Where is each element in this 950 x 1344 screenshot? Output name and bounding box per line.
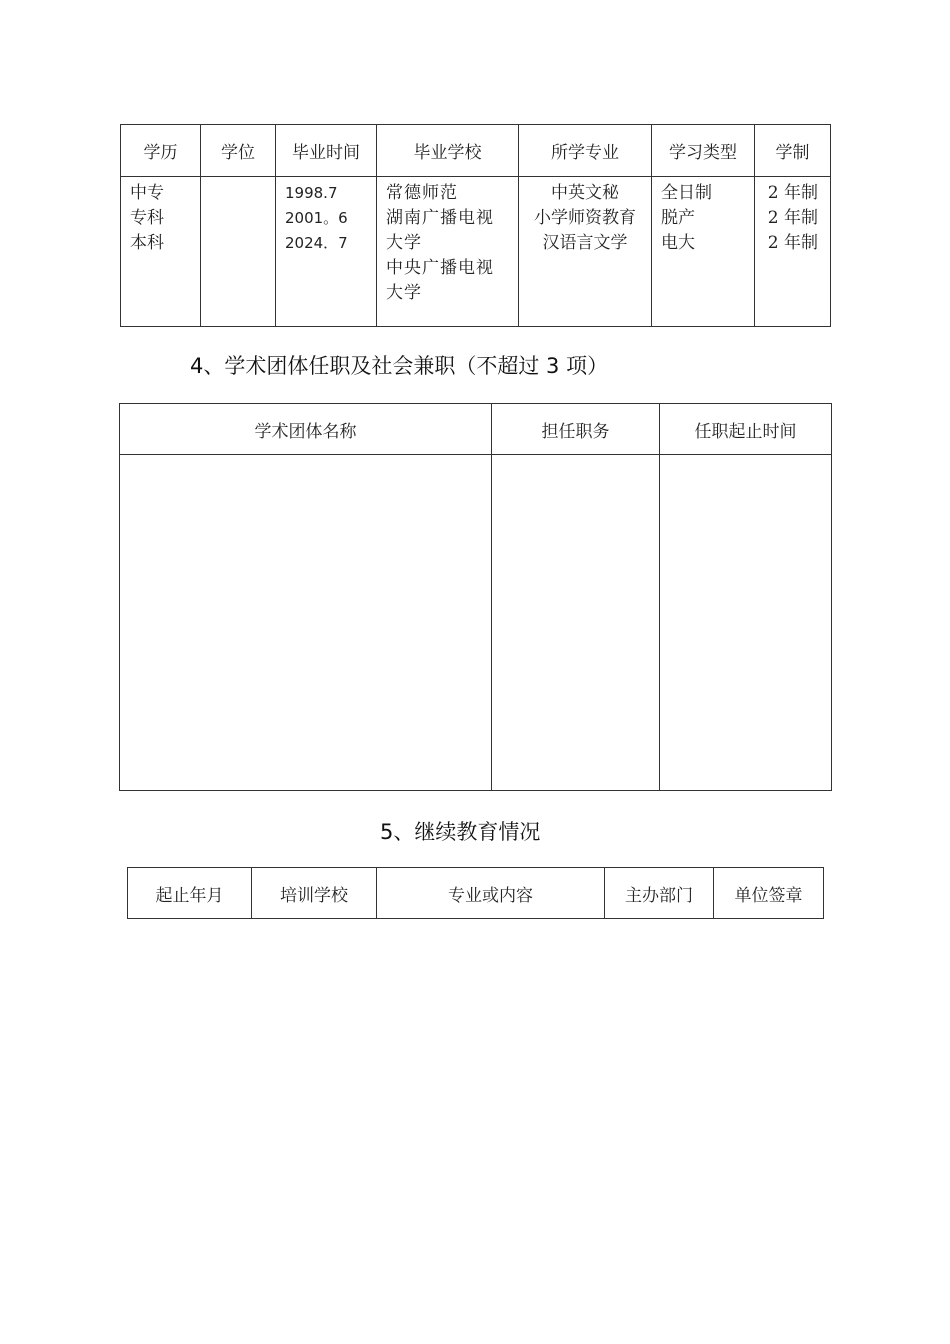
school-line: 大学	[386, 233, 422, 253]
duration-cell	[755, 177, 831, 327]
academic-header-row	[120, 404, 832, 455]
position-cell[interactable]	[492, 455, 660, 791]
header-unit-seal: 单位签章	[714, 868, 824, 919]
header-major: 所学专业	[519, 125, 652, 177]
header-major-or-content: 专业或内容	[377, 868, 605, 919]
degree-level-cell	[121, 177, 201, 327]
degree-cell	[201, 177, 276, 327]
section4-title: 4、学术团体任职及社会兼职（不超过 3 项）	[190, 354, 609, 378]
school-line: 大学	[386, 283, 422, 303]
degree-level-item: 专科	[130, 208, 164, 228]
study-type-item: 脱产	[661, 208, 695, 228]
continuing-education-table	[127, 867, 824, 919]
section5-title: 5、继续教育情况	[380, 820, 541, 844]
study-type-item: 电大	[661, 233, 695, 253]
header-graduation-time: 毕业时间	[276, 125, 377, 177]
education-data-row	[121, 177, 831, 327]
degree-level-item: 中专	[130, 183, 164, 203]
major-item: 小学师资教育	[534, 208, 636, 228]
education-header-row	[121, 125, 831, 177]
graduation-time-item: 2024．7	[285, 234, 348, 252]
graduation-time-item: 1998.7	[285, 184, 338, 202]
graduation-time-cell	[276, 177, 377, 327]
header-duration: 学制	[755, 125, 831, 177]
header-period: 起止年月	[128, 868, 252, 919]
major-item: 汉语言文学	[542, 233, 628, 253]
school-cell	[377, 177, 519, 327]
academic-empty-row	[120, 455, 832, 791]
header-organization-name: 学术团体名称	[120, 404, 492, 455]
organization-name-cell[interactable]	[120, 455, 492, 791]
study-type-item: 全日制	[661, 183, 712, 203]
header-degree: 学位	[201, 125, 276, 177]
header-training-school: 培训学校	[252, 868, 377, 919]
duration-item: 2 年制	[767, 183, 818, 203]
header-tenure-period: 任职起止时间	[660, 404, 832, 455]
duration-item: 2 年制	[767, 208, 818, 228]
school-line: 常德师范	[386, 183, 458, 203]
school-line: 湖南广播电视	[386, 208, 494, 228]
education-table	[120, 124, 831, 327]
academic-positions-table	[119, 403, 832, 791]
header-organizer: 主办部门	[605, 868, 714, 919]
study-type-cell	[652, 177, 755, 327]
tenure-period-cell[interactable]	[660, 455, 832, 791]
header-study-type: 学习类型	[652, 125, 755, 177]
degree-level-item: 本科	[130, 233, 164, 253]
header-degree-level: 学历	[121, 125, 201, 177]
graduation-time-item: 2001。6	[285, 209, 348, 227]
continuing-header-row	[128, 868, 824, 919]
duration-item: 2 年制	[767, 233, 818, 253]
school-line: 中央广播电视	[386, 258, 494, 278]
header-position: 担任职务	[492, 404, 660, 455]
major-item: 中英文秘	[551, 183, 619, 203]
major-cell	[519, 177, 652, 327]
header-school: 毕业学校	[377, 125, 519, 177]
